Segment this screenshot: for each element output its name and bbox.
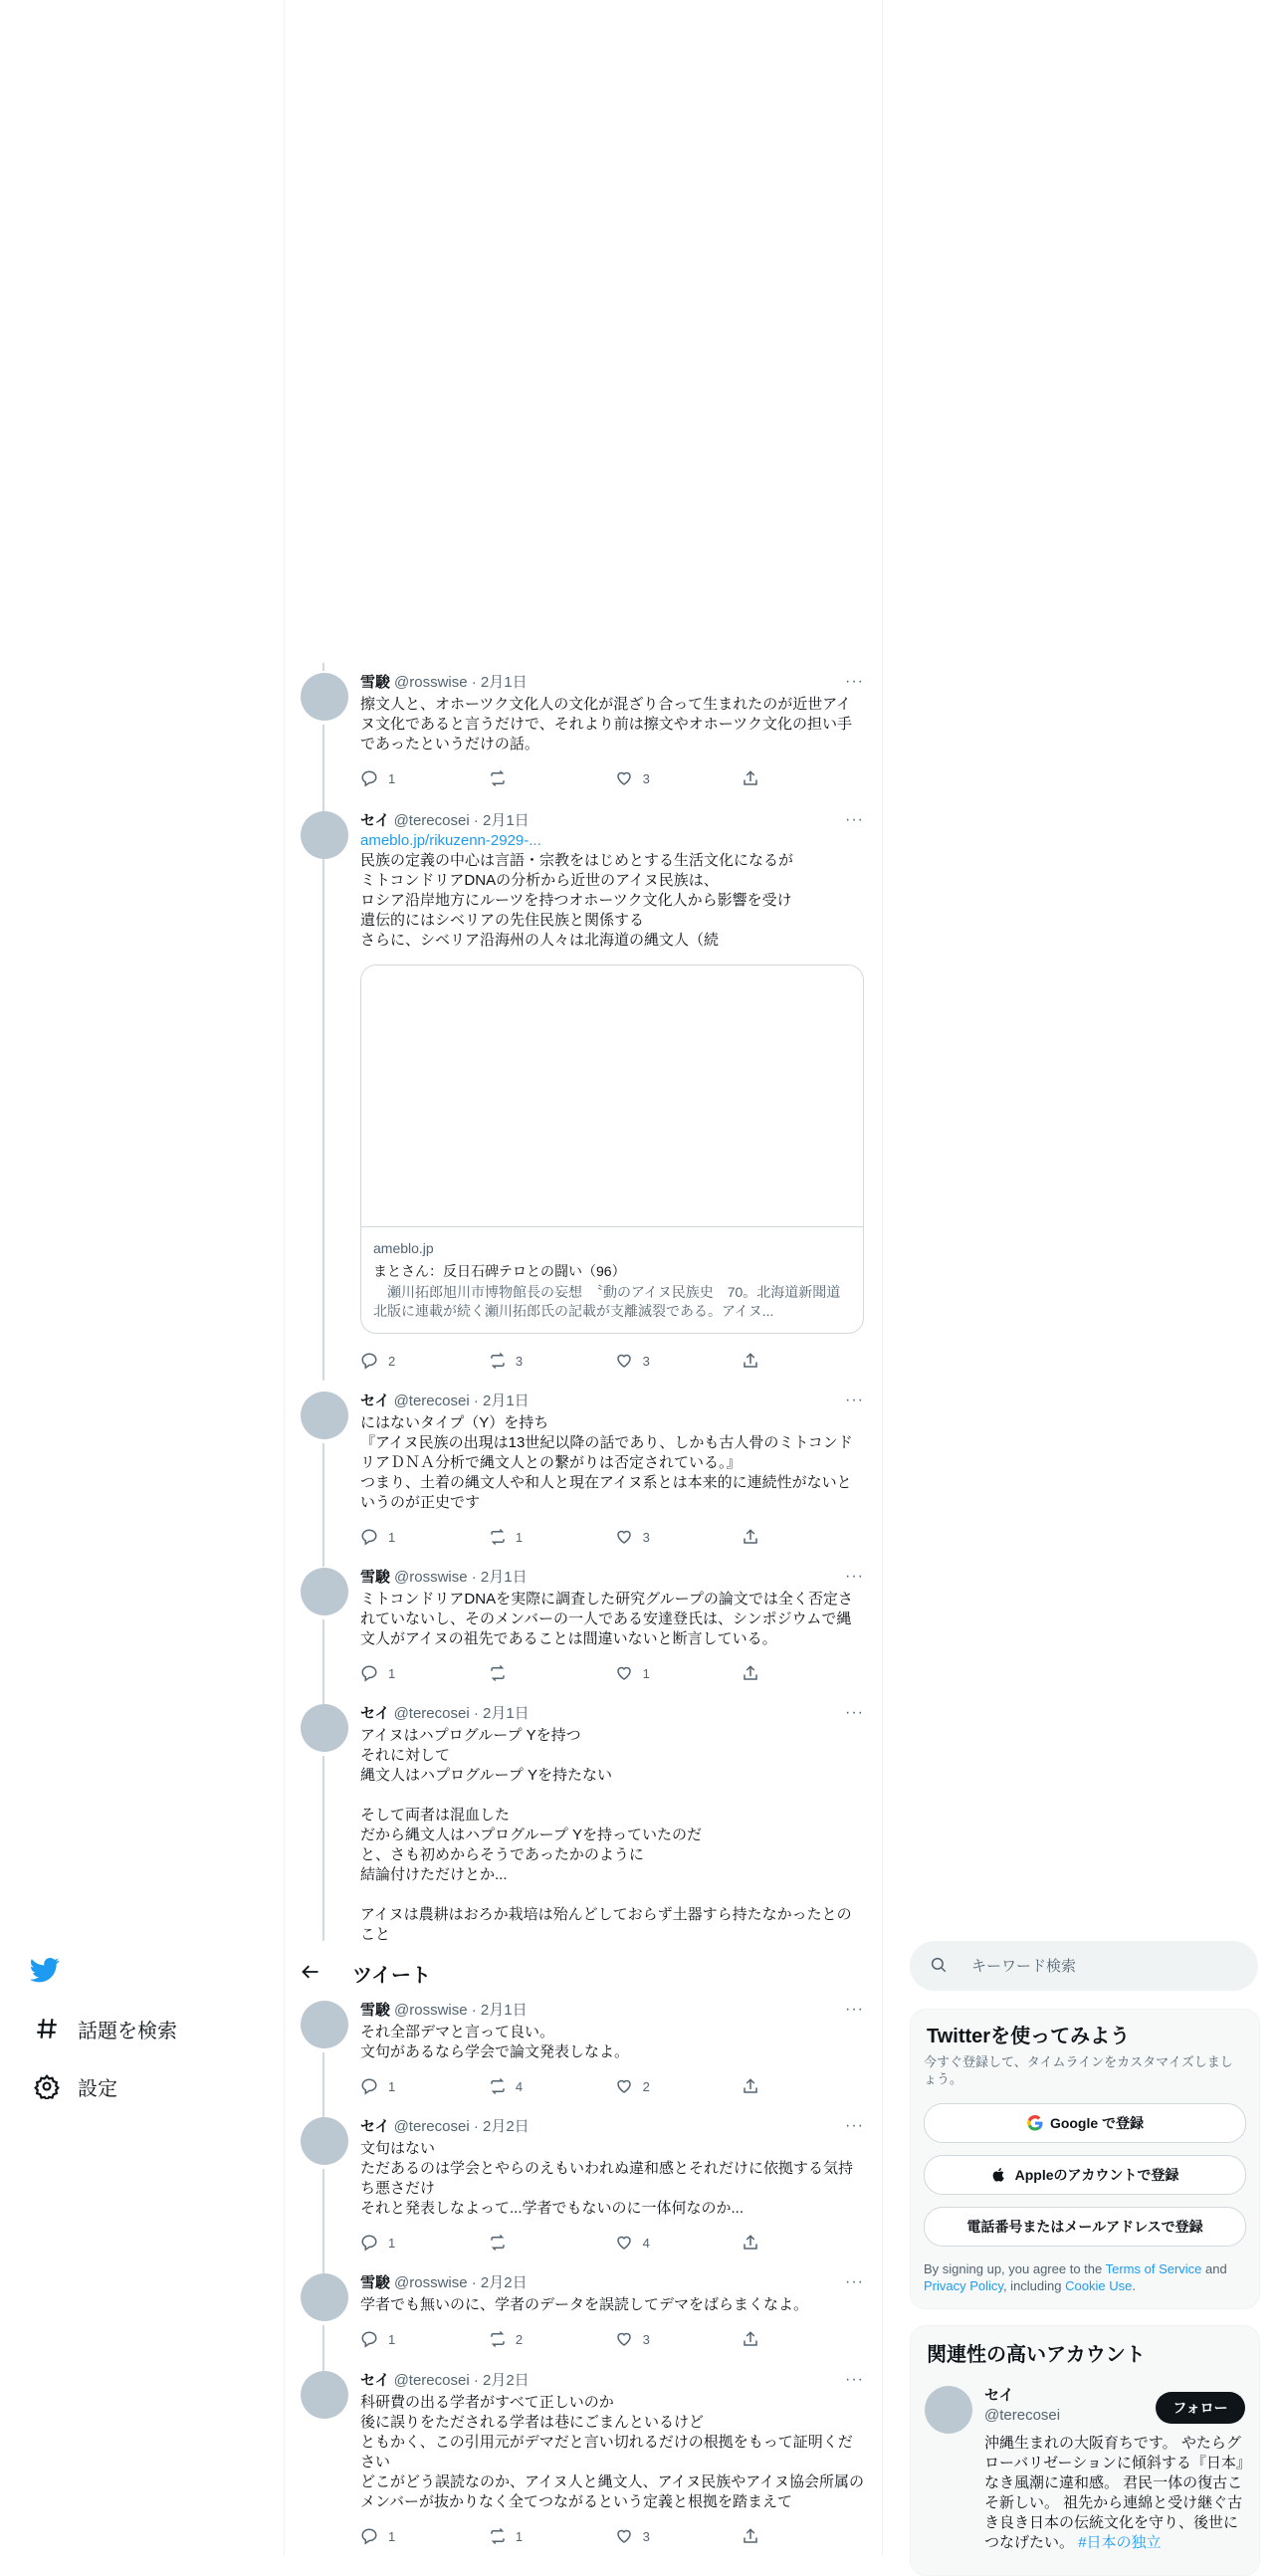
tweet-date[interactable]: · 2月2日	[471, 2274, 528, 2291]
retweet-button[interactable]	[488, 2526, 615, 2546]
tweet-text: 学者でも無いのに、学者のデータを誤読してデマをばらまくなよ。	[360, 2296, 809, 2313]
like-count: 2	[642, 2078, 650, 2094]
avatar[interactable]	[301, 1568, 348, 1615]
share-button[interactable]	[742, 1351, 778, 1371]
author-handle[interactable]: @terecosei	[393, 2118, 470, 2135]
retweet-icon	[488, 1664, 506, 1682]
tweet-actions	[360, 1663, 778, 1683]
search-icon	[930, 1956, 950, 1976]
cookie-link[interactable]: Cookie Use	[1065, 2278, 1133, 2293]
terms-link[interactable]: Terms of Service	[1105, 2261, 1202, 2276]
like-button[interactable]	[615, 2076, 743, 2096]
tweet-actions	[360, 1527, 778, 1547]
tweet-text: アイヌはハプログループ Yを持つ それに対して 縄文人はハプログループ Yを持たない そして両者は混血した だから縄文人はハプログループ Yを持っていたのだ と、さも初めからそうであったかのように 結論付けただけとか... アイヌは農耕はおろか栽培は殆んどしておらず土器すら持たなかったとのこと	[360, 1727, 852, 1941]
like-button[interactable]	[615, 2233, 743, 2253]
tweet[interactable]	[301, 2273, 864, 2353]
retweet-count: 4	[515, 2078, 524, 2094]
heart-icon	[615, 2077, 633, 2095]
related-accounts-panel	[910, 2325, 1260, 2576]
avatar[interactable]	[301, 2273, 348, 2321]
related-title: 関連性の高いアカウント	[927, 2344, 1146, 2366]
back-arrow-icon[interactable]	[301, 1962, 322, 1984]
more-icon[interactable]: ···	[845, 2117, 864, 2134]
retweet-count: 2	[515, 2331, 524, 2347]
author-name[interactable]: 雪駿	[360, 1569, 391, 1586]
reply-button[interactable]	[360, 2526, 488, 2546]
nav-settings-label: 設定	[78, 2078, 117, 2100]
heart-icon	[615, 2330, 633, 2348]
reply-icon	[360, 769, 378, 787]
avatar[interactable]	[301, 1704, 348, 1752]
retweet-icon	[488, 2077, 506, 2095]
apple-icon	[991, 2166, 1009, 2184]
tweet-text: 擦文人と、オホーツク文化人の文化が混ざり合って生まれたのが近世アイヌ文化であると言うだけで、それより前は擦文やオホーツク文化の担い手であったというだけの話。	[360, 696, 852, 752]
author-name[interactable]: セイ	[360, 812, 390, 829]
share-button[interactable]	[742, 2076, 778, 2096]
signup-title: Twitterを使ってみよう	[927, 2026, 1131, 2047]
heart-icon	[615, 1352, 633, 1370]
author-name[interactable]: 雪駿	[360, 2002, 391, 2019]
reply-button[interactable]	[360, 2076, 488, 2096]
author-name[interactable]: 雪駿	[360, 2274, 391, 2291]
tweet[interactable]	[301, 1568, 864, 1687]
author-handle[interactable]: @rosswise	[394, 2274, 468, 2291]
thread-line	[322, 1443, 324, 1567]
tweet-actions	[360, 1351, 778, 1371]
share-icon	[742, 1528, 759, 1546]
tweet-text: 科研費の出る学者がすべて正しいのか 後に誤りをただされる学者は巷にごまんといるけど ともかく、この引用元がデマだと言い切れるだけの根拠をもって証明ください どこがどう誤読なのか、アイヌ人と縄文人、アイヌ民族やアイヌ協会所属のメンバーが抜かりなく全てつながるという定義と根拠を踏まえて	[360, 2394, 864, 2510]
share-button[interactable]	[742, 2233, 778, 2253]
avatar[interactable]	[301, 2371, 348, 2419]
tweet-date[interactable]: · 2月1日	[473, 812, 530, 829]
nav-explore[interactable]	[34, 2015, 177, 2043]
page-header	[301, 1953, 864, 1993]
heart-icon	[615, 2527, 633, 2545]
more-icon[interactable]: ···	[845, 2273, 864, 2290]
author-handle[interactable]: @rosswise	[394, 1569, 468, 1586]
page-title: ツイート	[352, 1964, 431, 1987]
tweet-actions	[360, 768, 778, 788]
thread-line	[322, 2052, 324, 2118]
tweet-header	[360, 2117, 864, 2137]
privacy-link[interactable]: Privacy Policy	[924, 2278, 1003, 2293]
reply-button[interactable]	[360, 2329, 488, 2349]
tweet[interactable]	[301, 1392, 864, 1551]
like-button[interactable]	[615, 2526, 743, 2546]
like-button[interactable]	[615, 2329, 743, 2349]
reply-icon	[360, 1528, 378, 1546]
more-icon[interactable]: ···	[845, 1568, 864, 1585]
retweet-button[interactable]	[488, 768, 615, 788]
more-icon[interactable]: ···	[845, 1704, 864, 1721]
tweet-date[interactable]: · 2月2日	[473, 2118, 530, 2135]
reply-count: 2	[388, 1353, 396, 1369]
related-account-name[interactable]: セイ	[984, 2387, 1014, 2404]
author-name[interactable]: セイ	[360, 1705, 390, 1722]
tweet[interactable]	[301, 2371, 864, 2550]
retweet-button[interactable]	[488, 1351, 615, 1371]
like-count: 1	[642, 1665, 650, 1681]
follow-button[interactable]: フォロー	[1156, 2392, 1245, 2424]
link-card-image	[361, 966, 863, 1227]
tweet-header	[360, 2371, 864, 2391]
tweet-date[interactable]: · 2月1日	[473, 1393, 530, 1409]
reply-count: 1	[388, 770, 396, 786]
avatar[interactable]	[925, 2386, 972, 2434]
like-count: 3	[642, 770, 650, 786]
like-button[interactable]	[615, 1663, 743, 1683]
tweet-text: それ全部デマと言って良い。 文句があるなら学会で論文発表しなよ。	[360, 2024, 630, 2060]
legal-text	[924, 2260, 1244, 2294]
google-signup-label: Google で登録	[1049, 2115, 1145, 2131]
like-count: 3	[642, 1353, 650, 1369]
like-button[interactable]	[615, 1527, 743, 1547]
heart-icon	[615, 1528, 633, 1546]
avatar[interactable]	[301, 2001, 348, 2048]
retweet-icon	[488, 2527, 506, 2545]
hashtag-icon	[34, 2016, 62, 2043]
share-button[interactable]	[742, 1663, 778, 1683]
tweet-header	[360, 1704, 864, 1724]
retweet-button[interactable]	[488, 2233, 615, 2253]
avatar[interactable]	[301, 673, 348, 721]
tweet[interactable]	[301, 1704, 864, 1941]
reply-count: 1	[388, 1529, 396, 1545]
reply-button[interactable]	[360, 1527, 488, 1547]
more-icon[interactable]: ···	[845, 2001, 864, 2018]
thread-line	[322, 1619, 324, 1705]
reply-button[interactable]	[360, 1351, 488, 1371]
retweet-button[interactable]	[488, 1527, 615, 1547]
link-card-domain: ameblo.jp	[373, 1240, 434, 1256]
reply-icon	[360, 2527, 378, 2545]
author-handle[interactable]: @terecosei	[393, 812, 470, 829]
tweet-text: 民族の定義の中心は言語・宗教をはじめとする生活文化になるが ミトコンドリアDNAの分析から近世のアイヌ民族は、 ロシア沿岸地方にルーツを持つオホーツク文化人から影響を受け 遺伝的にはシベリアの先住民族と関係する さらに、シベリア沿海州の人々は北海道の縄文人（続	[360, 852, 794, 949]
legal-end: .	[1132, 2278, 1136, 2293]
reply-count: 1	[388, 2528, 396, 2544]
author-name[interactable]: 雪駿	[360, 674, 391, 691]
phone-email-signup-button[interactable]	[924, 2207, 1246, 2247]
retweet-button[interactable]	[488, 2329, 615, 2349]
gear-icon	[34, 2073, 62, 2101]
related-account-bio	[984, 2434, 1245, 2553]
google-icon	[1026, 2114, 1044, 2132]
legal-including: , including	[1002, 2278, 1066, 2293]
tweet-date[interactable]: · 2月1日	[471, 2002, 528, 2019]
heart-icon	[615, 2234, 633, 2252]
tweet-text: にはないタイプ（Y）を持ち 『アイヌ民族の出現は13世紀以降の話であり、しかも古人骨のミトコンドリアＤＮＡ分析で縄文人との繋がりは否定されている。』 つまり、土着の縄文人や和人と現在アイヌ系とは本来的に連続性がないというのが正史です	[360, 1414, 853, 1511]
author-handle[interactable]: @terecosei	[393, 1705, 470, 1722]
retweet-count: 1	[515, 1529, 524, 1545]
tweet[interactable]	[301, 811, 864, 1379]
phone-email-signup-label: 電話番号またはメールアドレスで登録	[966, 2219, 1203, 2235]
tweet-header	[360, 811, 864, 831]
reply-icon	[360, 1352, 378, 1370]
heart-icon	[615, 1664, 633, 1682]
tweet-actions	[360, 2233, 778, 2253]
author-name[interactable]: セイ	[360, 2372, 390, 2389]
like-button[interactable]	[615, 1351, 743, 1371]
retweet-icon	[488, 1352, 506, 1370]
retweet-icon	[488, 2330, 506, 2348]
tweet-header	[360, 673, 864, 693]
reply-icon	[360, 2077, 378, 2095]
avatar[interactable]	[301, 811, 348, 859]
reply-button[interactable]	[360, 768, 488, 788]
share-icon	[742, 2234, 759, 2252]
related-account-handle[interactable]: @terecosei	[984, 2407, 1061, 2424]
author-handle[interactable]: @rosswise	[394, 674, 468, 691]
retweet-count: 1	[515, 2528, 524, 2544]
tweet[interactable]	[301, 673, 864, 792]
link-card[interactable]	[360, 965, 864, 1334]
thread-line	[322, 663, 324, 671]
share-icon	[742, 2527, 759, 2545]
more-icon[interactable]: ···	[845, 811, 864, 828]
link-card-description: 瀬川拓郎旭川市博物館長の妄想 〝動のアイヌ民族史 70。北海道新聞道北版に連載が続く瀬川拓郎氏の記載が支離滅裂である。アイヌ...	[373, 1284, 841, 1319]
apple-signup-label: Appleのアカウントで登録	[1014, 2167, 1179, 2183]
link-card-title: まとさん：反日石碑テロとの闘い（96）	[373, 1263, 626, 1279]
google-signup-button[interactable]	[924, 2103, 1246, 2143]
reply-button[interactable]	[360, 1663, 488, 1683]
reply-count: 1	[388, 2235, 396, 2251]
retweet-button[interactable]	[488, 1663, 615, 1683]
nav-settings[interactable]	[34, 2072, 117, 2101]
tweet-actions	[360, 2076, 778, 2096]
apple-signup-button[interactable]	[924, 2155, 1246, 2195]
author-handle[interactable]: @terecosei	[393, 1393, 470, 1409]
share-icon	[742, 1664, 759, 1682]
tweet-date[interactable]: · 2月2日	[473, 2372, 530, 2389]
tweet-header	[360, 1392, 864, 1411]
retweet-icon	[488, 2234, 506, 2252]
author-name[interactable]: セイ	[360, 1393, 390, 1409]
signup-panel	[910, 2009, 1260, 2309]
retweet-icon	[488, 769, 506, 787]
thread-line	[322, 1756, 324, 1941]
related-bio-text: 沖縄生まれの大阪育ちです。 やたらグローバリゼーションに傾斜する『日本』なき風潮に違和感。 君民一体の復古こそ新しい。 祖先から連綿と受け継ぐ古き良き日本の伝統文化を守り、後世につなげたい。	[984, 2435, 1244, 2551]
share-button[interactable]	[742, 2329, 778, 2349]
like-count: 3	[642, 2528, 650, 2544]
tweet-text: ミトコンドリアDNAを実際に調査した研究グループの論文では全く否定されていないし、そのメンバーの一人である安達登氏は、シンポジウムで縄文人がアイヌの祖先であることは間違いないと断言している。	[360, 1591, 853, 1647]
search-input[interactable]	[969, 1957, 1232, 1976]
tweet-date[interactable]: · 2月1日	[471, 1569, 528, 1586]
twitter-logo-icon[interactable]	[30, 1955, 66, 1991]
search-bar	[910, 1941, 1258, 1991]
tweet-header	[360, 2001, 864, 2021]
more-icon[interactable]: ···	[845, 673, 864, 690]
share-icon	[742, 2077, 759, 2095]
reply-icon	[360, 2234, 378, 2252]
retweet-count: 3	[515, 1353, 524, 1369]
like-button[interactable]	[615, 768, 743, 788]
tweet-header	[360, 2273, 864, 2293]
legal-and: and	[1201, 2261, 1227, 2276]
tweet-actions	[360, 2329, 778, 2349]
legal-prefix: By signing up, you agree to the	[924, 2261, 1106, 2276]
thread-line	[322, 2325, 324, 2371]
thread-line	[322, 863, 324, 1381]
retweet-button[interactable]	[488, 2076, 615, 2096]
like-count: 4	[642, 2235, 650, 2251]
tweet-date[interactable]: · 2月1日	[471, 674, 528, 691]
tweet[interactable]	[301, 2001, 864, 2100]
reply-count: 1	[388, 2331, 396, 2347]
tweet-header	[360, 1568, 864, 1588]
share-button[interactable]	[742, 1527, 778, 1547]
tweet-link[interactable]: ameblo.jp/rikuzenn-2929-...	[360, 832, 541, 849]
author-handle[interactable]: @rosswise	[394, 2002, 468, 2019]
reply-icon	[360, 2330, 378, 2348]
share-icon	[742, 769, 759, 787]
reply-icon	[360, 1664, 378, 1682]
share-button[interactable]	[742, 768, 778, 788]
tweet-date[interactable]: · 2月1日	[473, 1705, 530, 1722]
reply-count: 1	[388, 1665, 396, 1681]
like-count: 3	[642, 2331, 650, 2347]
signup-subtitle: 今すぐ登録して、タイムラインをカスタマイズしましょう。	[924, 2054, 1233, 2086]
tweet-actions	[360, 2526, 778, 2546]
tweet[interactable]	[301, 2117, 864, 2256]
share-icon	[742, 2330, 759, 2348]
author-handle[interactable]: @terecosei	[393, 2372, 470, 2389]
related-bio-hashtag[interactable]: #日本の独立	[1078, 2534, 1162, 2551]
share-button[interactable]	[742, 2526, 778, 2546]
avatar[interactable]	[301, 1392, 348, 1439]
reply-count: 1	[388, 2078, 396, 2094]
share-icon	[742, 1352, 759, 1370]
heart-icon	[615, 769, 633, 787]
avatar[interactable]	[301, 2117, 348, 2165]
retweet-icon	[488, 1528, 506, 1546]
tweet-text: 文句はない ただあるのは学会とやらのえもいわれぬ違和感とそれだけに依拠する気持ち悪さだけ それと発表しなよって...学者でもないのに一体何なのか...	[360, 2140, 854, 2217]
nav-explore-label: 話題を検索	[78, 2021, 177, 2042]
more-icon[interactable]: ···	[845, 2371, 864, 2388]
more-icon[interactable]: ···	[845, 1392, 864, 1408]
like-count: 3	[642, 1529, 650, 1545]
author-name[interactable]: セイ	[360, 2118, 390, 2135]
thread-line	[322, 2169, 324, 2274]
reply-button[interactable]	[360, 2233, 488, 2253]
